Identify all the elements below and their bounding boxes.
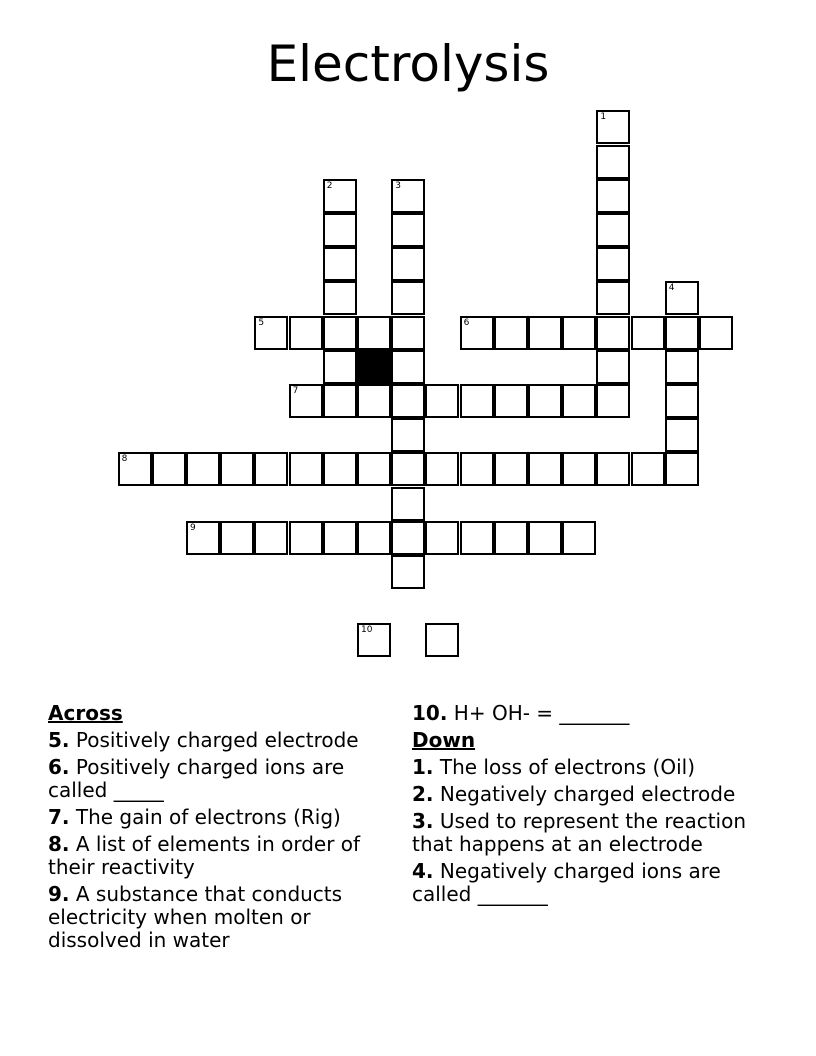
grid-cell[interactable] [323,521,357,555]
cell-number: 9 [190,522,196,533]
grid-cell[interactable] [391,555,425,589]
across-clue-10 [412,702,772,725]
cell-number: 3 [395,180,401,191]
grid-cell[interactable] [254,521,288,555]
grid-cell[interactable] [562,316,596,350]
grid-cell[interactable] [460,521,494,555]
grid-cell[interactable] [357,452,391,486]
grid-cell[interactable] [391,521,425,555]
grid-cell[interactable] [596,247,630,281]
grid-cell[interactable] [562,384,596,418]
clue-text: Positively charged electrode [75,728,359,752]
grid-cell[interactable] [289,316,323,350]
grid-cell[interactable] [699,316,733,350]
grid-cell[interactable] [562,521,596,555]
grid-cell[interactable] [357,316,391,350]
grid-cell[interactable] [460,384,494,418]
clue-number: 10. [412,701,448,725]
clue-number: 1. [412,755,434,779]
grid-cell[interactable] [528,384,562,418]
clue-number: 3. [412,809,434,833]
grid-cell[interactable] [391,179,425,213]
grid-cell[interactable] [289,452,323,486]
grid-cell[interactable] [357,623,391,657]
grid-cell[interactable] [528,316,562,350]
clue-number: 6. [48,755,70,779]
grid-cell[interactable] [391,418,425,452]
across-clue-9 [48,883,393,952]
grid-cell[interactable] [425,384,459,418]
grid-cell[interactable] [494,384,528,418]
grid-cell[interactable] [391,213,425,247]
clues-left-column [48,702,393,956]
grid-cell[interactable] [596,452,630,486]
grid-cell[interactable] [323,281,357,315]
page-title: Electrolysis [266,35,550,93]
down-heading: Down [412,728,476,752]
clue-number: 5. [48,728,70,752]
clue-text: H+ OH- = _______ [453,701,630,725]
grid-cell[interactable] [152,452,186,486]
clue-text: The gain of electrons (Rig) [75,805,341,829]
grid-cell[interactable] [665,418,699,452]
grid-cell[interactable] [665,452,699,486]
cell-number: 4 [668,283,675,294]
across-heading: Across [48,701,123,725]
grid-cell[interactable] [596,350,630,384]
grid-cell[interactable] [460,316,494,350]
grid-cell[interactable] [186,452,220,486]
grid-cell[interactable] [596,213,630,247]
grid-cell[interactable] [596,110,630,144]
grid-cell[interactable] [631,452,665,486]
grid-cell[interactable] [596,145,630,179]
cell-number: 1 [600,112,607,123]
cell-number: 5 [258,317,265,328]
grid-cell[interactable] [665,350,699,384]
across-clue-5 [48,729,393,752]
grid-cell[interactable] [665,281,699,315]
grid-cell[interactable] [391,384,425,418]
grid-cell[interactable] [220,452,254,486]
down-clue-2 [412,783,772,806]
grid-cell[interactable] [528,452,562,486]
grid-cell[interactable] [254,316,288,350]
grid-cell[interactable] [289,384,323,418]
clue-text: Negatively charged ions are called _______ [412,859,721,906]
down-clue-3 [412,810,772,856]
grid-cell[interactable] [391,350,425,384]
grid-cell[interactable] [220,521,254,555]
cell-number: 8 [121,454,128,465]
grid-cell[interactable] [118,452,152,486]
down-clue-1 [412,756,772,779]
grid-cell[interactable] [425,623,459,657]
grid-cell[interactable] [596,384,630,418]
grid-cell[interactable] [391,452,425,486]
blocked-cell [357,350,391,384]
clue-text: Negatively charged electrode [439,782,736,806]
clue-number: 8. [48,832,70,856]
grid-cell[interactable] [254,452,288,486]
clue-text: The loss of electrons (Oil) [439,755,695,779]
clue-text: A list of elements in order of their reactivity [48,832,361,879]
cell-number: 10 [361,625,373,636]
grid-cell[interactable] [391,316,425,350]
clue-number: 9. [48,882,70,906]
grid-cell[interactable] [323,179,357,213]
grid-cell[interactable] [357,384,391,418]
grid-cell[interactable] [631,316,665,350]
grid-cell[interactable] [323,350,357,384]
clue-text: A substance that conducts electricity when molten or dissolved in water [48,882,343,952]
grid-cell[interactable] [596,281,630,315]
grid-cell[interactable] [528,521,562,555]
grid-cell[interactable] [562,452,596,486]
grid-cell[interactable] [391,281,425,315]
cell-number: 2 [326,180,333,191]
grid-cell[interactable] [494,521,528,555]
grid-cell[interactable] [665,316,699,350]
clues-right-column [412,702,772,910]
grid-cell[interactable] [460,452,494,486]
clue-number: 7. [48,805,70,829]
clue-number: 4. [412,859,434,883]
cell-number: 6 [463,317,470,328]
clue-text: Positively charged ions are called _____ [48,755,345,802]
across-clue-7 [48,806,393,829]
across-clue-8 [48,833,393,879]
grid-cell[interactable] [425,521,459,555]
across-clue-6 [48,756,393,802]
clue-number: 2. [412,782,434,806]
grid-cell[interactable] [289,521,323,555]
grid-cell[interactable] [357,521,391,555]
cell-number: 7 [292,386,299,396]
grid-cell[interactable] [323,452,357,486]
grid-cell[interactable] [596,179,630,213]
grid-cell[interactable] [665,384,699,418]
grid-cell[interactable] [391,247,425,281]
grid-cell[interactable] [323,384,357,418]
clue-text: Used to represent the reaction that happens at an electrode [412,809,747,856]
grid-cell[interactable] [425,452,459,486]
grid-cell[interactable] [494,316,528,350]
grid-cell[interactable] [494,452,528,486]
grid-cell[interactable] [391,487,425,521]
grid-cell[interactable] [323,247,357,281]
down-clue-4 [412,860,772,906]
grid-cell[interactable] [596,316,630,350]
grid-cell[interactable] [186,521,220,555]
grid-cell[interactable] [323,316,357,350]
grid-cell[interactable] [323,213,357,247]
